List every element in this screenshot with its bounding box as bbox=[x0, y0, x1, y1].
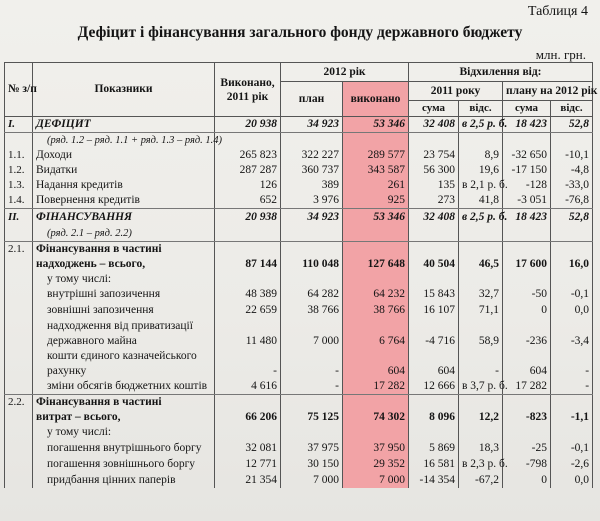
cell-e2011: 12 771 bbox=[215, 456, 281, 472]
cell-d1p: в 3,7 р. б. bbox=[459, 379, 503, 395]
cell-name: Фінансування в частині bbox=[33, 241, 215, 257]
cell-plan: 64 282 bbox=[281, 287, 343, 303]
header-year-2012: 2012 рік bbox=[281, 63, 409, 82]
cell-code bbox=[5, 379, 33, 395]
cell-d2s: -50 bbox=[503, 287, 551, 303]
cell-exe: 925 bbox=[343, 193, 409, 209]
cell-d1p: 41,8 bbox=[459, 193, 503, 209]
cell-d2p: -0,1 bbox=[551, 440, 593, 456]
cell-d2s bbox=[503, 272, 551, 287]
cell-name: витрат – всього, bbox=[33, 410, 215, 425]
cell-exe: 37 950 bbox=[343, 440, 409, 456]
cell-name: Видатки bbox=[33, 163, 215, 178]
cell-name: погашення внутрішнього боргу bbox=[33, 440, 215, 456]
cell-d1s: 273 bbox=[409, 193, 459, 209]
cell-exe: 64 232 bbox=[343, 287, 409, 303]
cell-code bbox=[5, 440, 33, 456]
cell-d1s: 8 096 bbox=[409, 410, 459, 425]
cell-name: ДЕФІЦИТ bbox=[33, 117, 215, 133]
cell-d1p: 46,5 bbox=[459, 257, 503, 272]
cell-d1p bbox=[459, 319, 503, 334]
cell-d2p: -0,1 bbox=[551, 287, 593, 303]
cell-d1p: в 2,5 р. б. bbox=[459, 117, 503, 133]
cell-d2p: 16,0 bbox=[551, 257, 593, 272]
cell-d2p: - bbox=[551, 379, 593, 395]
cell-e2011: - bbox=[215, 364, 281, 379]
cell-d2s bbox=[503, 133, 551, 149]
cell-e2011: 20 938 bbox=[215, 209, 281, 226]
cell-code bbox=[5, 456, 33, 472]
cell-plan: - bbox=[281, 364, 343, 379]
cell-plan: - bbox=[281, 379, 343, 395]
cell-e2011: 4 616 bbox=[215, 379, 281, 395]
cell-e2011 bbox=[215, 319, 281, 334]
cell-d1s: 135 bbox=[409, 178, 459, 193]
cell-d2s: -17 150 bbox=[503, 163, 551, 178]
cell-plan bbox=[281, 241, 343, 257]
cell-e2011: 652 bbox=[215, 193, 281, 209]
cell-d1s bbox=[409, 425, 459, 440]
cell-name: у тому числі: bbox=[33, 425, 215, 440]
table-row bbox=[5, 257, 593, 272]
cell-plan bbox=[281, 425, 343, 440]
table-row bbox=[5, 209, 593, 226]
cell-code bbox=[5, 319, 33, 334]
header-plan: план bbox=[281, 82, 343, 117]
cell-d1p bbox=[459, 272, 503, 287]
table-row bbox=[5, 349, 593, 364]
cell-exe: 7 000 bbox=[343, 472, 409, 488]
cell-d1s: -14 354 bbox=[409, 472, 459, 488]
cell-plan: 3 976 bbox=[281, 193, 343, 209]
cell-d2s: 0 bbox=[503, 303, 551, 319]
cell-name: (ряд. 1.2 – ряд. 1.1 + ряд. 1.3 – ряд. 1.4) bbox=[33, 133, 215, 149]
header-executed: виконано bbox=[343, 82, 409, 117]
cell-d1p: в 2,1 р. б. bbox=[459, 178, 503, 193]
cell-e2011: 20 938 bbox=[215, 117, 281, 133]
cell-plan bbox=[281, 349, 343, 364]
table-row bbox=[5, 226, 593, 242]
table-row bbox=[5, 272, 593, 287]
header-sum-2: сума bbox=[503, 101, 551, 117]
cell-d2s: 604 bbox=[503, 364, 551, 379]
table-row bbox=[5, 440, 593, 456]
cell-exe bbox=[343, 395, 409, 411]
table-row bbox=[5, 303, 593, 319]
cell-code bbox=[5, 257, 33, 272]
cell-d1p: 71,1 bbox=[459, 303, 503, 319]
cell-d1s: 15 843 bbox=[409, 287, 459, 303]
table-row bbox=[5, 456, 593, 472]
table-row bbox=[5, 178, 593, 193]
cell-code bbox=[5, 349, 33, 364]
cell-d1p: 19,6 bbox=[459, 163, 503, 178]
cell-d2p: -3,4 bbox=[551, 334, 593, 349]
cell-code bbox=[5, 133, 33, 149]
cell-d2p bbox=[551, 226, 593, 242]
cell-e2011 bbox=[215, 272, 281, 287]
header-deviation: Відхилення від: bbox=[409, 63, 593, 82]
cell-d2s: -128 bbox=[503, 178, 551, 193]
cell-e2011 bbox=[215, 395, 281, 411]
cell-d1p: 12,2 bbox=[459, 410, 503, 425]
cell-d1p bbox=[459, 395, 503, 411]
cell-plan: 37 975 bbox=[281, 440, 343, 456]
cell-exe bbox=[343, 133, 409, 149]
cell-e2011: 32 081 bbox=[215, 440, 281, 456]
cell-d1s: 40 504 bbox=[409, 257, 459, 272]
table-row bbox=[5, 395, 593, 411]
cell-exe: 38 766 bbox=[343, 303, 409, 319]
cell-e2011: 126 bbox=[215, 178, 281, 193]
cell-d2p bbox=[551, 133, 593, 149]
cell-exe: 17 282 bbox=[343, 379, 409, 395]
cell-plan bbox=[281, 395, 343, 411]
cell-exe bbox=[343, 349, 409, 364]
table-row bbox=[5, 425, 593, 440]
cell-d1s: 12 666 bbox=[409, 379, 459, 395]
cell-d2s: 17 600 bbox=[503, 257, 551, 272]
cell-exe: 6 764 bbox=[343, 334, 409, 349]
cell-d2p: -4,8 bbox=[551, 163, 593, 178]
cell-d1p: 18,3 bbox=[459, 440, 503, 456]
cell-d1p bbox=[459, 349, 503, 364]
units-label: млн. грн. bbox=[535, 47, 586, 62]
cell-d2s: 18 423 bbox=[503, 209, 551, 226]
cell-d1s: 32 408 bbox=[409, 209, 459, 226]
cell-e2011: 66 206 bbox=[215, 410, 281, 425]
header-dev-plan: плану на 2012 рік bbox=[503, 82, 593, 101]
cell-code: 1.4. bbox=[5, 193, 33, 209]
cell-plan: 38 766 bbox=[281, 303, 343, 319]
cell-d2s: -236 bbox=[503, 334, 551, 349]
table-row bbox=[5, 334, 593, 349]
cell-d2p: -76,8 bbox=[551, 193, 593, 209]
table-row bbox=[5, 117, 593, 133]
table-row bbox=[5, 241, 593, 257]
cell-d1s: 56 300 bbox=[409, 163, 459, 178]
cell-d1s: -4 716 bbox=[409, 334, 459, 349]
cell-d1s bbox=[409, 319, 459, 334]
cell-exe bbox=[343, 425, 409, 440]
cell-exe: 343 587 bbox=[343, 163, 409, 178]
cell-plan bbox=[281, 226, 343, 242]
cell-code bbox=[5, 472, 33, 488]
cell-d2s bbox=[503, 349, 551, 364]
table-row bbox=[5, 287, 593, 303]
header-executed-2011: Виконано, 2011 рік bbox=[215, 63, 281, 117]
header-dev-2011: 2011 року bbox=[409, 82, 503, 101]
cell-d2s bbox=[503, 241, 551, 257]
cell-d2p bbox=[551, 349, 593, 364]
cell-d2s: -798 bbox=[503, 456, 551, 472]
cell-d2s: -3 051 bbox=[503, 193, 551, 209]
cell-d1s: 23 754 bbox=[409, 148, 459, 163]
cell-code: 2.1. bbox=[5, 241, 33, 257]
cell-exe bbox=[343, 226, 409, 242]
cell-d1p: - bbox=[459, 364, 503, 379]
cell-d1s bbox=[409, 272, 459, 287]
cell-e2011 bbox=[215, 349, 281, 364]
cell-code bbox=[5, 425, 33, 440]
header-pct-2: відс. bbox=[551, 101, 593, 117]
cell-d2s bbox=[503, 395, 551, 411]
cell-d2s: -25 bbox=[503, 440, 551, 456]
cell-d1s bbox=[409, 226, 459, 242]
cell-name: Доходи bbox=[33, 148, 215, 163]
cell-d1s bbox=[409, 349, 459, 364]
cell-name: надходження від приватизації bbox=[33, 319, 215, 334]
header-pct-1: відс. bbox=[459, 101, 503, 117]
cell-plan: 389 bbox=[281, 178, 343, 193]
cell-code bbox=[5, 287, 33, 303]
cell-exe bbox=[343, 319, 409, 334]
cell-d1s: 16 581 bbox=[409, 456, 459, 472]
cell-e2011: 22 659 bbox=[215, 303, 281, 319]
cell-d2p: 52,8 bbox=[551, 117, 593, 133]
cell-d2p bbox=[551, 241, 593, 257]
cell-d1p: 8,9 bbox=[459, 148, 503, 163]
cell-e2011: 11 480 bbox=[215, 334, 281, 349]
cell-d2p: 0,0 bbox=[551, 472, 593, 488]
cell-d1p bbox=[459, 226, 503, 242]
cell-d1s: 604 bbox=[409, 364, 459, 379]
cell-d2p bbox=[551, 272, 593, 287]
cell-plan: 360 737 bbox=[281, 163, 343, 178]
cell-name: у тому числі: bbox=[33, 272, 215, 287]
table-row bbox=[5, 319, 593, 334]
cell-exe bbox=[343, 241, 409, 257]
cell-d2s bbox=[503, 425, 551, 440]
cell-code: 2.2. bbox=[5, 395, 33, 411]
cell-d1p: в 2,5 р. б. bbox=[459, 209, 503, 226]
table-row bbox=[5, 133, 593, 149]
cell-d2s: 0 bbox=[503, 472, 551, 488]
header-indicator: Показники bbox=[33, 63, 215, 117]
cell-d1p: -67,2 bbox=[459, 472, 503, 488]
cell-d1p bbox=[459, 425, 503, 440]
cell-plan: 110 048 bbox=[281, 257, 343, 272]
cell-d2p: -1,1 bbox=[551, 410, 593, 425]
cell-code: 1.1. bbox=[5, 148, 33, 163]
cell-d1p bbox=[459, 241, 503, 257]
cell-name: державного майна bbox=[33, 334, 215, 349]
header-sum-1: сума bbox=[409, 101, 459, 117]
cell-exe: 29 352 bbox=[343, 456, 409, 472]
cell-d2s: 18 423 bbox=[503, 117, 551, 133]
cell-e2011 bbox=[215, 226, 281, 242]
cell-d2p bbox=[551, 319, 593, 334]
cell-d1s: 16 107 bbox=[409, 303, 459, 319]
cell-d2p bbox=[551, 395, 593, 411]
table-row bbox=[5, 148, 593, 163]
cell-d2s bbox=[503, 226, 551, 242]
table-row bbox=[5, 472, 593, 488]
cell-name: кошти єдиного казначейського bbox=[33, 349, 215, 364]
cell-e2011: 21 354 bbox=[215, 472, 281, 488]
cell-name: Повернення кредитів bbox=[33, 193, 215, 209]
cell-d2p: - bbox=[551, 364, 593, 379]
cell-exe: 289 577 bbox=[343, 148, 409, 163]
cell-d1p bbox=[459, 133, 503, 149]
cell-plan bbox=[281, 319, 343, 334]
cell-name: погашення зовнішнього боргу bbox=[33, 456, 215, 472]
cell-plan bbox=[281, 133, 343, 149]
cell-name: (ряд. 2.1 – ряд. 2.2) bbox=[33, 226, 215, 242]
cell-plan: 322 227 bbox=[281, 148, 343, 163]
cell-plan bbox=[281, 272, 343, 287]
cell-exe: 53 346 bbox=[343, 117, 409, 133]
cell-d2p bbox=[551, 425, 593, 440]
cell-e2011 bbox=[215, 241, 281, 257]
cell-code: I. bbox=[5, 117, 33, 133]
cell-e2011: 48 389 bbox=[215, 287, 281, 303]
cell-name: Надання кредитів bbox=[33, 178, 215, 193]
cell-e2011 bbox=[215, 133, 281, 149]
cell-plan: 34 923 bbox=[281, 117, 343, 133]
cell-name: Фінансування в частині bbox=[33, 395, 215, 411]
cell-e2011: 87 144 bbox=[215, 257, 281, 272]
cell-d2p: -10,1 bbox=[551, 148, 593, 163]
cell-d2s: 17 282 bbox=[503, 379, 551, 395]
cell-plan: 34 923 bbox=[281, 209, 343, 226]
header-num: № з/п bbox=[5, 63, 33, 117]
cell-exe: 127 648 bbox=[343, 257, 409, 272]
cell-d2s: -823 bbox=[503, 410, 551, 425]
cell-code bbox=[5, 334, 33, 349]
cell-name: ФІНАНСУВАННЯ bbox=[33, 209, 215, 226]
cell-name: зміни обсягів бюджетних коштів bbox=[33, 379, 215, 395]
cell-d2s bbox=[503, 319, 551, 334]
cell-code bbox=[5, 226, 33, 242]
cell-d1s bbox=[409, 133, 459, 149]
cell-plan: 30 150 bbox=[281, 456, 343, 472]
table-row bbox=[5, 163, 593, 178]
cell-exe: 53 346 bbox=[343, 209, 409, 226]
cell-code bbox=[5, 272, 33, 287]
cell-plan: 7 000 bbox=[281, 334, 343, 349]
cell-e2011: 287 287 bbox=[215, 163, 281, 178]
cell-code bbox=[5, 410, 33, 425]
cell-d1s bbox=[409, 395, 459, 411]
cell-exe: 604 bbox=[343, 364, 409, 379]
cell-d2p: 0,0 bbox=[551, 303, 593, 319]
cell-d1p: 58,9 bbox=[459, 334, 503, 349]
cell-d1s bbox=[409, 241, 459, 257]
cell-name: рахунку bbox=[33, 364, 215, 379]
table-row bbox=[5, 379, 593, 395]
cell-code: II. bbox=[5, 209, 33, 226]
cell-code: 1.3. bbox=[5, 178, 33, 193]
cell-d1s: 5 869 bbox=[409, 440, 459, 456]
cell-d2p: 52,8 bbox=[551, 209, 593, 226]
cell-d2p: -2,6 bbox=[551, 456, 593, 472]
cell-name: надходжень – всього, bbox=[33, 257, 215, 272]
table-body bbox=[5, 117, 593, 489]
cell-name: зовнішні запозичення bbox=[33, 303, 215, 319]
cell-d2s: -32 650 bbox=[503, 148, 551, 163]
budget-table bbox=[4, 62, 598, 488]
cell-code bbox=[5, 364, 33, 379]
cell-code bbox=[5, 303, 33, 319]
cell-d1s: 32 408 bbox=[409, 117, 459, 133]
cell-d2p: -33,0 bbox=[551, 178, 593, 193]
table-row bbox=[5, 410, 593, 425]
cell-exe: 74 302 bbox=[343, 410, 409, 425]
table-row bbox=[5, 364, 593, 379]
table-number: Таблиця 4 bbox=[527, 4, 588, 19]
table-title: Дефіцит і фінансування загального фонду державного бюджету bbox=[77, 24, 523, 41]
cell-exe bbox=[343, 272, 409, 287]
cell-e2011 bbox=[215, 425, 281, 440]
cell-plan: 75 125 bbox=[281, 410, 343, 425]
cell-d1p: 32,7 bbox=[459, 287, 503, 303]
cell-name: внутрішні запозичення bbox=[33, 287, 215, 303]
cell-plan: 7 000 bbox=[281, 472, 343, 488]
cell-e2011: 265 823 bbox=[215, 148, 281, 163]
cell-code: 1.2. bbox=[5, 163, 33, 178]
cell-d1p: в 2,3 р. б. bbox=[459, 456, 503, 472]
cell-name: придбання цінних паперів bbox=[33, 472, 215, 488]
table-row bbox=[5, 193, 593, 209]
cell-exe: 261 bbox=[343, 178, 409, 193]
